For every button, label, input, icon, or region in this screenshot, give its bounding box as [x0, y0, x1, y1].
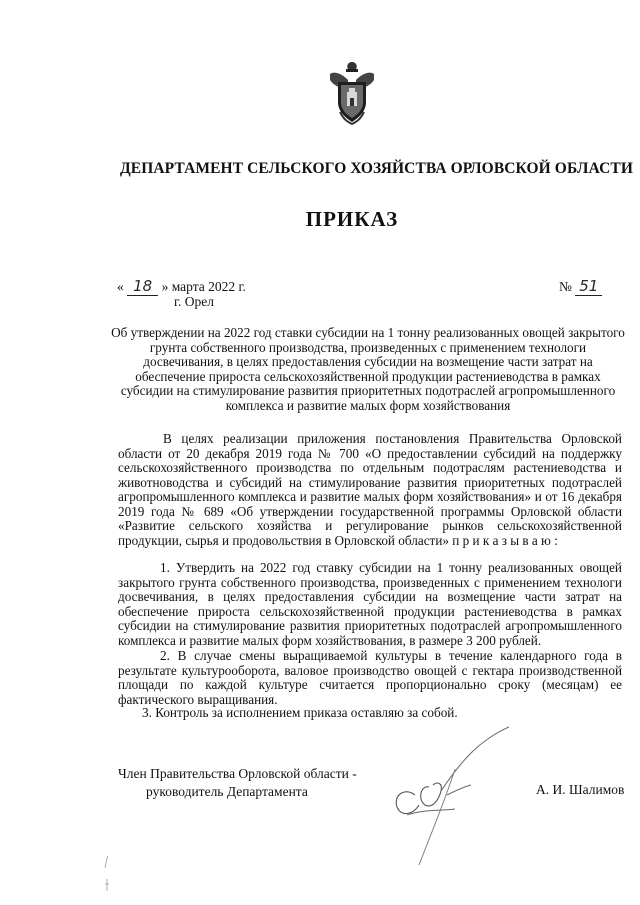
date-quote-open: «	[117, 279, 124, 294]
preamble-paragraph: В целях реализации приложения постановления Правительства Орловской области от 20 декабря 2019 года № 700 «О предоставлении субсидий на поддержку сельскохозяйственного производства по отдельным подотраслям растениеводства и животноводства и субсидий на стимулирование развития приоритетных подотраслей агропромышленного комплекса и развитие малых форм хозяйствования» и от 16 декабря 2019 года № 689 «Об утверждении государственной программы Орловской области «Развитие сельского хозяйства и регулирование рынков сельскохозяйственной продукции, сырья и продовольствия в Орловской области» п р и к а з ы в а ю :	[118, 431, 622, 548]
clause-1-paragraph: 1. Утвердить на 2022 год ставку субсидии на 1 тонну реализованных овощей закрытого грунта собственного производства, произведенных с применением технологи досвечивания, в целях предоставления субсидии на возмещение части затрат на обеспечение прироста сельскохозяйственной продукции растениеводства в рамках субсидии на стимулирование развития приоритетных подотраслей агропромышленного комплекса и развитие малых форм хозяйствования, в размере 3 200 рублей.	[118, 560, 622, 648]
document-type-heading: ПРИКАЗ	[305, 207, 399, 231]
margin-mark	[104, 855, 110, 869]
signatory-role-line2: руководитель Департамента	[146, 784, 308, 799]
clause-3-paragraph: 3. Контроль за исполнением приказа оставляю за собой.	[142, 705, 458, 720]
clause-2-paragraph: 2. В случае смены выращиваемой культуры в течение календарного года в результате культурооборота, валовое производство овощей с гектара производственной площади по каждой культуре считается пропорционально сроку (месяцам) ее фактического выращивания.	[118, 648, 622, 707]
number-label: №	[559, 279, 572, 294]
date-month-year: » марта 2022 г.	[161, 279, 246, 294]
signatory-role	[118, 765, 357, 801]
number-handwritten: 51	[575, 277, 602, 296]
document-number	[559, 277, 602, 296]
date-day-handwritten: 18	[127, 277, 158, 296]
handwritten-signature	[385, 725, 515, 885]
document-city: г. Орел	[174, 294, 214, 309]
coat-of-arms-emblem	[326, 60, 378, 126]
department-heading: ДЕПАРТАМЕНТ СЕЛЬСКОГО ХОЗЯЙСТВА ОРЛОВСКОЙ ОБЛАСТИ	[120, 160, 633, 177]
signatory-name: А. И. Шалимов	[536, 782, 625, 797]
margin-mark	[104, 878, 110, 892]
order-title: Об утверждении на 2022 год ставки субсидии на 1 тонну реализованных овощей закрытого грунта собственного производства, произведенных с применением технологи досвечивания, в целях предоставления субсидии на возмещение части затрат на обеспечение прироста сельскохозяйственной продукции растениеводства в рамках субсидии на стимулирование развития приоритетных подотраслей агропромышленного комплекса и развитие малых форм хозяйствования	[111, 325, 625, 413]
signatory-role-line1: Член Правительства Орловской области -	[118, 766, 357, 781]
